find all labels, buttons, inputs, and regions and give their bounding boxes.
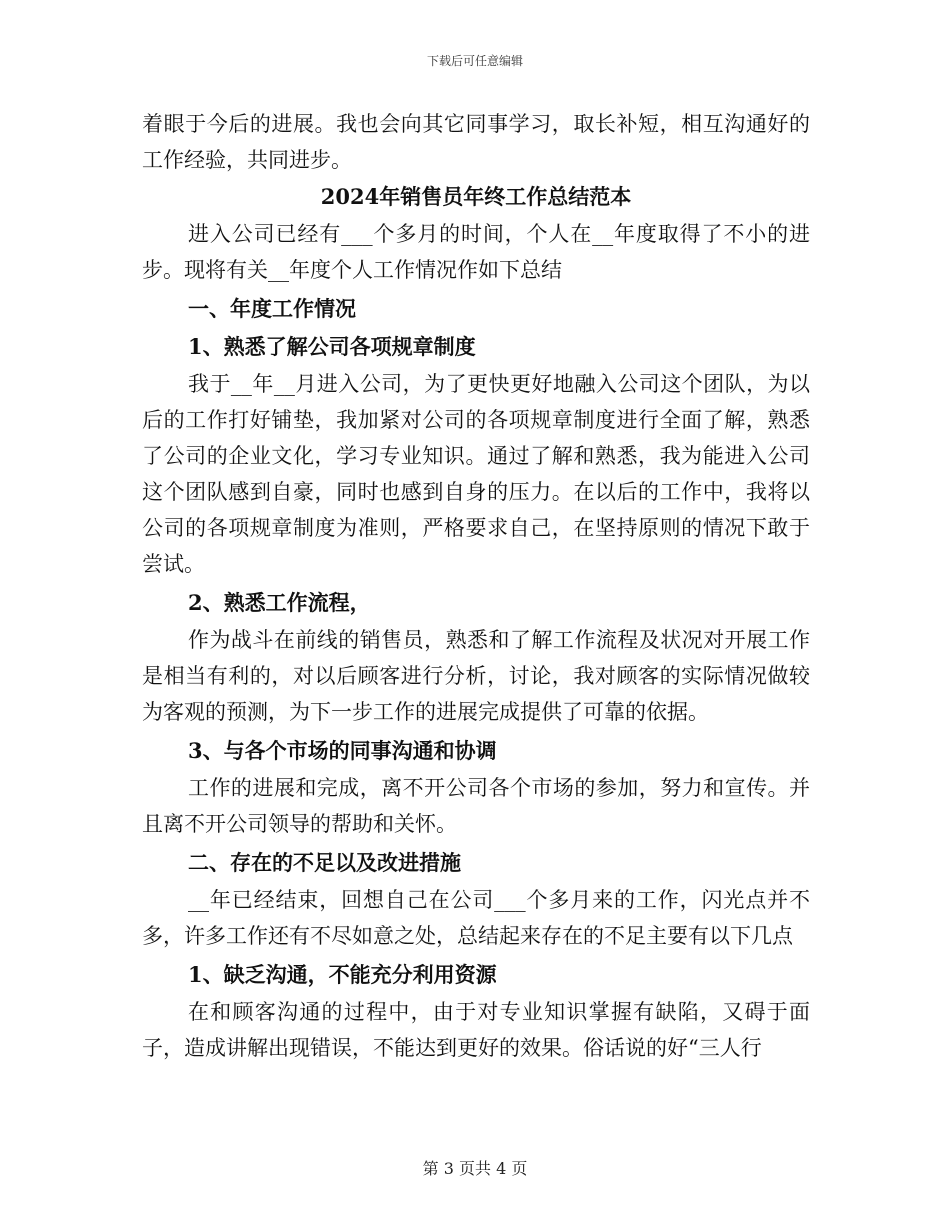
work-process-paragraph: 作为战斗在前线的销售员，熟悉和了解工作流程及状况对开展工作是相当有利的，对以后顾客进行分析，讨论，我对顾客的实际情况做较为客观的预测，为下一步工作的进展完成提供了可靠的依据。 (142, 628, 810, 724)
document-title: 2024年销售员年终工作总结范本 (320, 184, 632, 209)
opening-paragraph: 进入公司已经有___个多月的时间，个人在__年度取得了不小的进步。现将有关__年度个人工作情况作如下总结 (142, 222, 810, 282)
shortcomings-paragraph: __年已经结束，回想自己在公司___个多月来的工作，闪光点并不多，许多工作还有不尽如意之处，总结起来存在的不足主要有以下几点 (142, 888, 810, 948)
colleague-communication-paragraph: 工作的进展和完成，离不开公司各个市场的参加，努力和宣传。并且离不开公司领导的帮助和关怀。 (142, 776, 810, 836)
subheading-colleague-communication: 3、与各个市场的同事沟通和协调 (188, 738, 497, 763)
page-indicator: 第 3 页共 4 页 (422, 1159, 528, 1178)
subheading-company-rules: 1、熟悉了解公司各项规章制度 (188, 334, 476, 359)
section-heading-annual-work: 一、年度工作情况 (188, 296, 356, 321)
section-heading-shortcomings: 二、存在的不足以及改进措施 (188, 850, 461, 875)
company-rules-paragraph: 我于__年__月进入公司，为了更快更好地融入公司这个团队，为以后的工作打好铺垫，我加紧对公司的各项规章制度进行全面了解，熟悉了公司的企业文化，学习专业知识。通过了解和熟悉，我为能进入公司这个团队感到自豪，同时也感到自身的压力。在以后的工作中，我将以公司的各项规章制度为准则，严格要求自己，在坚持原则的情况下敢于尝试。 (142, 372, 810, 576)
subheading-work-process: 2、熟悉工作流程， (188, 590, 371, 615)
intro-continuation-paragraph: 着眼于今后的进展。我也会向其它同事学习，取长补短，相互沟通好的工作经验，共同进步。 (142, 112, 810, 172)
header-note: 下载后可任意编辑 (426, 54, 523, 68)
document-body (142, 106, 810, 1066)
subheading-lack-communication: 1、缺乏沟通，不能充分利用资源 (188, 962, 497, 987)
lack-communication-paragraph: 在和顾客沟通的过程中，由于对专业知识掌握有缺陷，又碍于面子，造成讲解出现错误，不能达到更好的效果。俗话说的好“三人行 (142, 1000, 810, 1060)
